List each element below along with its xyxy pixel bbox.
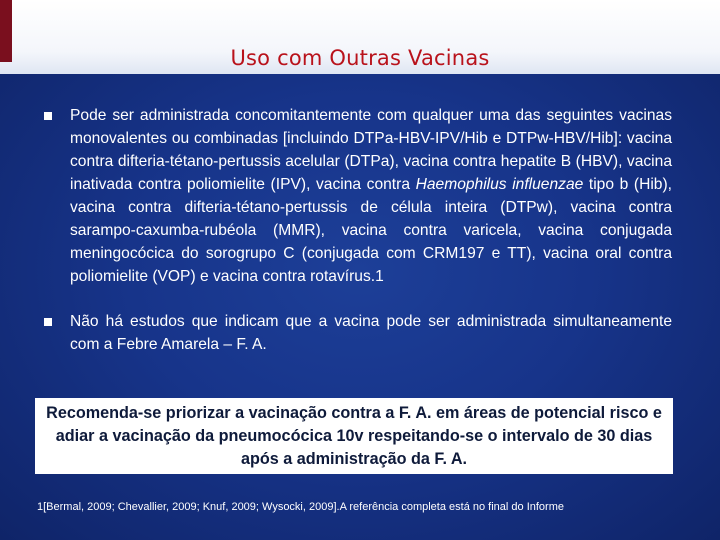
recommendation-box: Recomenda-se priorizar a vacinação contra a F. A. em áreas de potencial risco e adiar a vacinação da pneumocócica 10v respeitando-se o intervalo de 30 dias após a administração da F. A. [35,398,673,474]
bullet-item-1 [40,104,672,288]
bullet-text-1-part-1: Pode ser administrada concomitantemente com qualquer uma das seguintes vacinas monovalentes ou combinadas [incluindo DTPa-HBV-IPV/Hib e DTPw-HBV/Hib]: vacina contra difteria-tétano-pertussis acelular (DTPa), vacina contra hepatite B (HBV), vacina inativada contra poliomielite (IPV), vacina contra [70,107,672,193]
square-bullet-icon [44,318,52,326]
bullet-text-2: Não há estudos que indicam que a vacina pode ser administrada simultaneamente com a Febre Amarela – F. A. [70,313,672,353]
bullet-item-2 [40,310,672,356]
bullet-text-1-part-2: tipo b (Hib), vacina contra difteria-tétano-pertussis de célula inteira (DTPw), vacina contra sarampo-caxumba-rubéola (MMR), vacina contra varicela, vacina conjugada meningocócica do sorogrupo C (conjugada com CRM197 e TT), vacina oral contra poliomielite (VOP) e vacina contra rotavírus.1 [70,176,673,285]
square-bullet-icon [44,112,52,120]
bullet-text-1 [70,104,672,288]
slide-title: Uso com Outras Vacinas [230,46,490,71]
bullet-list [40,104,672,356]
bullet-text-1-italic: Haemophilus influenzae [415,176,584,193]
footnote: 1[Bermal, 2009; Chevallier, 2009; Knuf, 2009; Wysocki, 2009].A referência completa está no final do Informe [37,501,564,513]
